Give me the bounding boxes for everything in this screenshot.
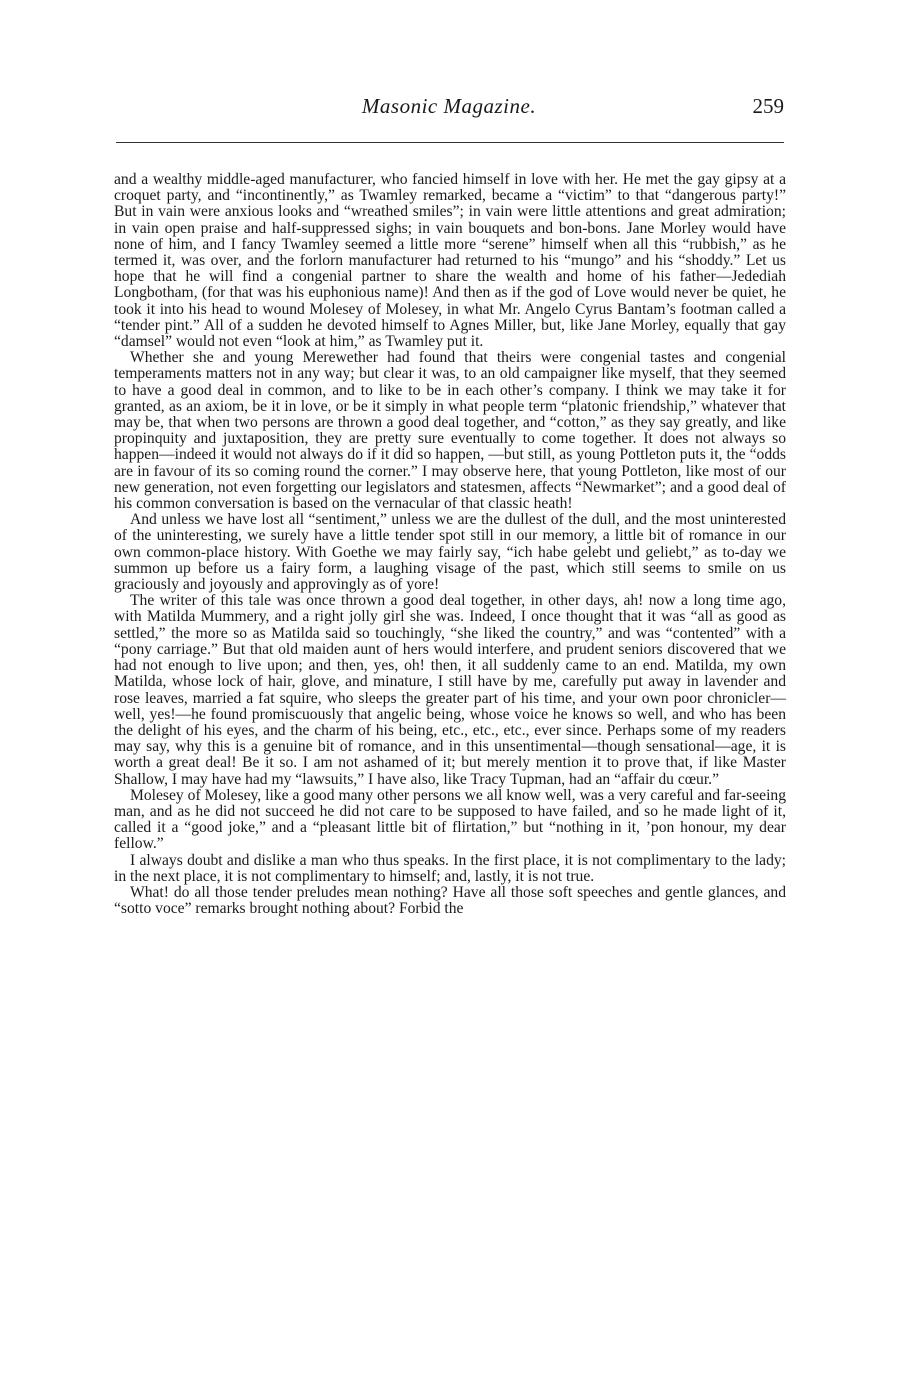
running-title: Masonic Magazine. (361, 94, 537, 118)
paragraph-2: Whether she and young Merewether had found that theirs were congenial tastes and congenial temperaments matters not in any way; but clear it was, to an old campaigner like myself, that they seemed to have a good deal in common, and to like to be in each other’s company. I think we may take it for granted, as an axiom, be it in love, or be it simply in what people term “platonic friendship,” whatever that may be, that when two persons are thrown a good deal together, and “cotton,” as they say greatly, and like propinquity and juxtaposition, they are pretty sure eventually to come together. It does not always so happen—indeed it would not always do if it did so happen, —but still, as young Pottleton puts it, the “odds are in favour of its so coming round the corner.” I may observe here, that young Pottleton, like most of our new generation, not even forgetting our legislators and statesmen, affects “Newmarket”; and a good deal of his common conversation is based on the vernacular of that classic heath! (114, 349, 786, 513)
page-number: 259 (752, 94, 784, 118)
header-rule (116, 142, 784, 143)
paragraph-3: And unless we have lost all “sentiment,” unless we are the dullest of the dull, and the most uninterested of the uninteresting, we surely have a little tender spot still in our memory, a little bit of romance in our own common-place history. With Goethe we may fairly say, “ich habe gelebt und geliebt,” as to-day we summon up before us a fairy form, a laughing visage of the past, which still seems to smile on us graciously and joyously and approvingly as of yore! (114, 511, 786, 594)
body-text (114, 172, 786, 917)
paragraph-5: Molesey of Molesey, like a good many other persons we all know well, was a very careful and far-seeing man, and as he did not succeed he did not care to be supposed to have failed, and so he made light of it, called it a “good joke,” and a “pleasant little bit of flirtation,” but “nothing in it, ’pon honour, my dear fellow.” (114, 786, 786, 853)
paragraph-7: What! do all those tender preludes mean nothing? Have all those soft speeches and gentle glances, and “sotto voce” remarks brought nothing about? Forbid the (114, 883, 786, 918)
running-header (114, 94, 784, 122)
paragraph-6: I always doubt and dislike a man who thus speaks. In the first place, it is not complimentary to the lady; in the next place, it is not complimentary to himself; and, lastly, it is not true. (114, 851, 786, 885)
paragraph-4: The writer of this tale was once thrown a good deal together, in other days, ah! now a long time ago, with Matilda Mummery, and a right jolly girl she was. Indeed, I once thought that it was “all as good as settled,” the more so as Matilda said so touchingly, “she liked the country,” and was “contented” with a “pony carriage.” But that old maiden aunt of hers would interfere, and prudent seniors discovered that we had not enough to live upon; and then, yes, oh! then, it all suddenly came to an end. Matilda, my own Matilda, whose lock of hair, glove, and minature, I still have by me, carefully put away in lavender and rose leaves, married a fat squire, who sleeps the greater part of his time, and your own poor chronicler—well, yes!—he found promiscuously that angelic being, whose voice he knows so well, and who has been the delight of his eyes, and the charm of his being, etc., etc., etc., ever since. Perhaps some of my readers may say, why this is a genuine bit of romance, and in this unsentimental—though sensational—age, it is worth a great deal! Be it so. I am not ashamed of it; but merely mention it to prove that, if like Master Shallow, I may have had my “lawsuits,” I have also, like Tracy Tupman, had an “affair du cœur.” (114, 592, 786, 788)
paragraph-1: and a wealthy middle-aged manufacturer, who fancied himself in love with her. He met the gay gipsy at a croquet party, and “incontinently,” as Twamley remarked, became a “victim” to that “dangerous party!” But in vain were anxious looks and “wreathed smiles”; in vain were little attentions and great admiration; in vain open praise and half-suppressed sighs; in vain bouquets and bon-bons. Jane Morley would have none of him, and I fancy Twamley seemed a little more “serene” himself when all this “rubbish,” as he termed it, was over, and the forlorn manufacturer had returned to his “mungo” and his “shoddy.” Let us hope that he will find a congenial partner to share the wealth and home of his father—Jedediah Longbotham, (for that was his euphonious name)! And then as if the god of Love would never be quiet, he took it into his head to wound Molesey of Molesey, in what Mr. Angelo Cyrus Bantam’s footman called a “tender pint.” All of a sudden he devoted himself to Agnes Miller, but, like Jane Morley, equally that gay “damsel” would not even “look at him,” as Twamley put it. (114, 171, 786, 351)
